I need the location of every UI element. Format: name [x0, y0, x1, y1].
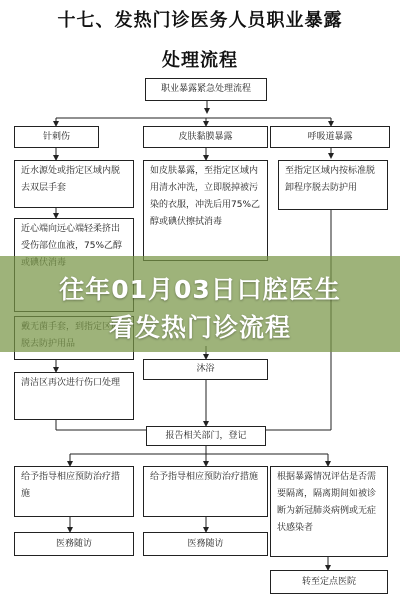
- document-title: 十七、发热门诊医务人员职业暴露: [57, 10, 343, 31]
- banner-line-1: 往年01月03日口腔医生: [59, 275, 341, 304]
- needle-step-squeeze-disinfect: 近心端向远心端轻柔挤出受伤部位血液，75%乙醇: [14, 218, 134, 312]
- needle-injury-box: 针刺伤: [14, 126, 99, 148]
- follow-up-box-middle: 医務随访: [143, 532, 268, 556]
- skin-step-rinse: 如皮肤暴露，至指定区域内用清水冲洗，立即脱掉被污染的衣服，冲洗后用75%乙醇或碘伏擦拭消毒: [143, 160, 268, 261]
- needle-step-clean-area: 清洁区再次进行伤口处理: [14, 372, 134, 420]
- isolation-assessment-box: 根据暴露情况评估是否需要隔离，隔离期间如被诊断为新冠肺炎病例或无症状感染者: [270, 466, 388, 557]
- resp-step-remove-ppe: 至指定区域内按标准脱卸程序脱去防护用: [278, 160, 388, 210]
- skin-step-shower: 沐浴: [143, 359, 268, 380]
- follow-up-box-left: 医務随访: [14, 532, 134, 556]
- transfer-hospital-box: 转至定点医院: [270, 570, 388, 594]
- title-banner: [0, 256, 400, 352]
- skin-exposure-box: 皮肤黏膜暴露: [143, 126, 268, 148]
- guidance-box-left: 给予指导相应预防治疗措施: [14, 466, 134, 517]
- banner-line-2: 看发热门诊流程: [108, 313, 291, 342]
- flow-start-box: 职业暴露紧急处理流程: [145, 78, 267, 101]
- report-register-box: 报告相关部门，登记: [146, 426, 266, 446]
- document-subtitle: 处理流程: [162, 50, 238, 71]
- respiratory-exposure-box: 呼吸道暴露: [270, 126, 390, 148]
- guidance-box-middle: 给予指导相应预防治疗措施: [143, 466, 268, 517]
- needle-step-remove-gloves: 近水源处或指定区域内脱去双层手套: [14, 160, 134, 208]
